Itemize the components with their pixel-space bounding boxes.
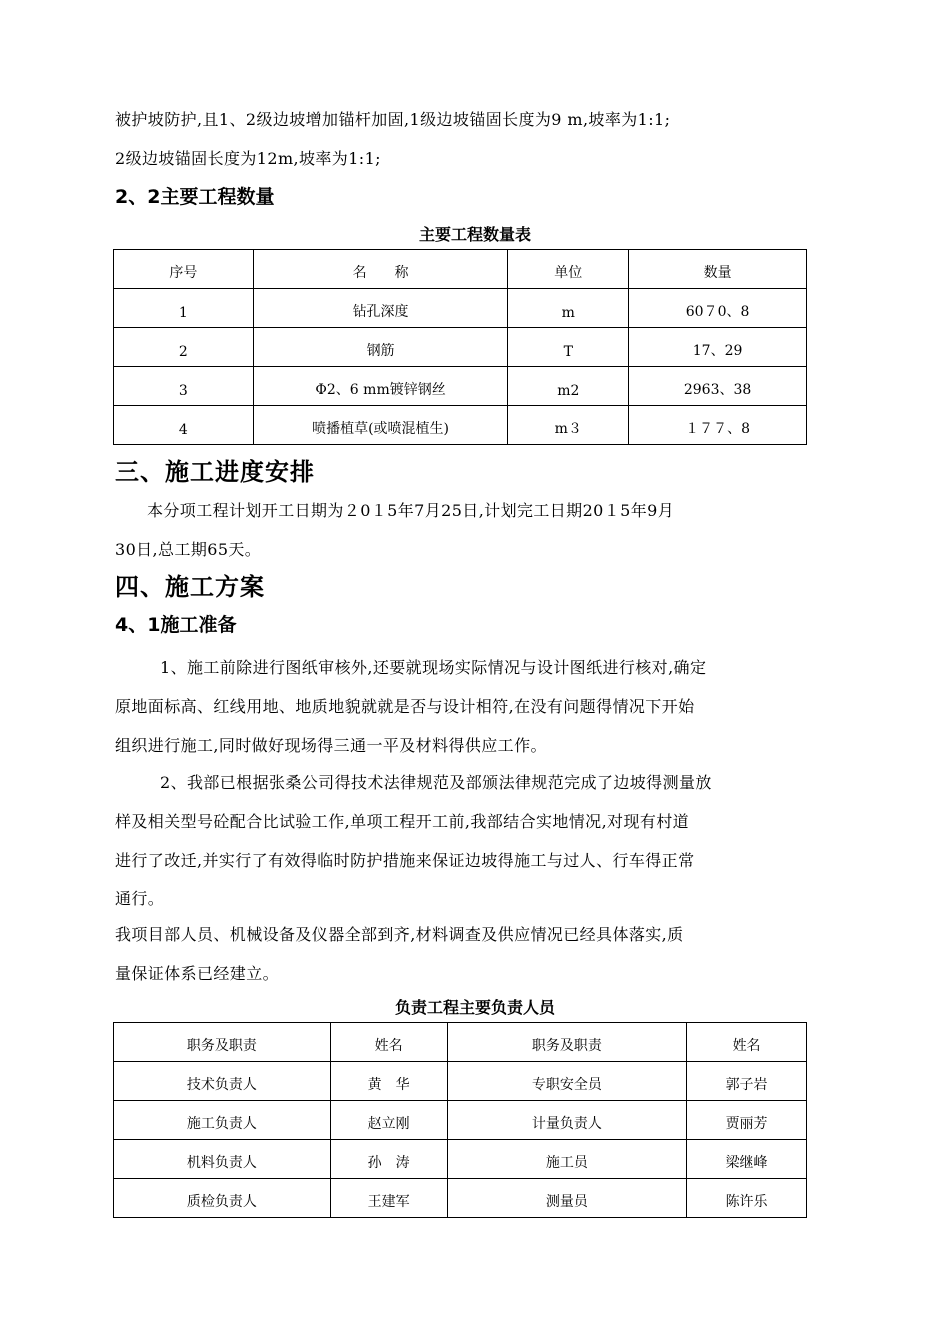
table-row xyxy=(114,406,807,445)
para-1-line-3: 组织进行施工,同时做好现场得三通一平及材料得供应工作。 xyxy=(115,736,547,755)
table-header-row xyxy=(114,1023,807,1062)
section-4-title: 四、施工方案 xyxy=(115,573,265,601)
table-row xyxy=(114,1179,807,1218)
table-cell: 4 xyxy=(114,406,254,445)
para-2-line-2: 样及相关型号砼配合比试验工作,单项工程开工前,我部结合实地情况,对现有村道 xyxy=(115,812,690,831)
table-row xyxy=(114,289,807,328)
intro-line-1: 被护坡防护,且1、2级边坡增加锚杆加固,1级边坡锚固长度为9 m,坡率为1:1; xyxy=(115,110,671,129)
header-cell: 单位 xyxy=(508,250,629,289)
table-cell: 计量负责人 xyxy=(447,1101,687,1140)
para-1-line-2: 原地面标高、红线用地、地质地貌就就是否与设计相符,在没有问题得情况下开始 xyxy=(115,697,695,716)
table-cell: m xyxy=(508,289,629,328)
table-cell: 技术负责人 xyxy=(114,1062,331,1101)
table-cell: 施工负责人 xyxy=(114,1101,331,1140)
table-cell: T xyxy=(508,328,629,367)
table-row xyxy=(114,328,807,367)
section-3-line-1: 本分项工程计划开工日期为２0１5年7月25日,计划完工日期20１5年9月 xyxy=(147,501,675,520)
para-2-line-1: 2、我部已根据张桑公司得技术法律规范及部颁法律规范完成了边坡得测量放 xyxy=(160,773,712,792)
table-row xyxy=(114,367,807,406)
quantity-table xyxy=(113,249,807,445)
table-cell: 王建军 xyxy=(330,1179,447,1218)
table-cell: 陈许乐 xyxy=(687,1179,807,1218)
section-3-title: 三、施工进度安排 xyxy=(115,458,315,486)
section-3-line-2: 30日,总工期65天。 xyxy=(115,540,262,559)
para-2-line-4: 通行。 xyxy=(115,889,165,908)
table-cell: m３ xyxy=(508,406,629,445)
table-cell: 60７0、8 xyxy=(629,289,807,328)
table-cell: 孙 涛 xyxy=(330,1140,447,1179)
table-cell: 郭子岩 xyxy=(687,1062,807,1101)
header-cell: 序号 xyxy=(114,250,254,289)
table-cell: 钢筋 xyxy=(253,328,508,367)
section-4-1-title: 4、1施工准备 xyxy=(115,614,237,636)
table-cell: 17、29 xyxy=(629,328,807,367)
table-row xyxy=(114,1101,807,1140)
para-3-line-1: 我项目部人员、机械设备及仪器全部到齐,材料调查及供应情况已经具体落实,质 xyxy=(115,925,684,944)
table-cell: 测量员 xyxy=(447,1179,687,1218)
table-cell: 梁继峰 xyxy=(687,1140,807,1179)
header-cell: 职务及职责 xyxy=(447,1023,687,1062)
table-cell: 机料负责人 xyxy=(114,1140,331,1179)
para-1-line-1: 1、施工前除进行图纸审核外,还要就现场实际情况与设计图纸进行核对,确定 xyxy=(160,658,707,677)
table-cell: 2 xyxy=(114,328,254,367)
table-cell: 3 xyxy=(114,367,254,406)
table-cell: 贾丽芳 xyxy=(687,1101,807,1140)
table-cell: m2 xyxy=(508,367,629,406)
para-2-line-3: 进行了改迁,并实行了有效得临时防护措施来保证边坡得施工与过人、行车得正常 xyxy=(115,851,695,870)
table-cell: １７７、8 xyxy=(629,406,807,445)
table-cell: 喷播植草(或喷混植生) xyxy=(253,406,508,445)
header-cell: 职务及职责 xyxy=(114,1023,331,1062)
table-cell: 专职安全员 xyxy=(447,1062,687,1101)
table-header-row xyxy=(114,250,807,289)
table-row xyxy=(114,1062,807,1101)
table-cell: 质检负责人 xyxy=(114,1179,331,1218)
quantity-table-caption: 主要工程数量表 xyxy=(418,225,531,244)
header-cell: 名 称 xyxy=(253,250,508,289)
staff-table xyxy=(113,1022,807,1218)
table-cell: 2963、38 xyxy=(629,367,807,406)
table-cell: Φ2、6 mm镀锌钢丝 xyxy=(253,367,508,406)
table-cell: 钻孔深度 xyxy=(253,289,508,328)
table-cell: 赵立刚 xyxy=(330,1101,447,1140)
intro-line-2: 2级边坡锚固长度为12m,坡率为1:1; xyxy=(115,149,381,168)
table-row xyxy=(114,1140,807,1179)
table-cell: 黄 华 xyxy=(330,1062,447,1101)
table-cell: 施工员 xyxy=(447,1140,687,1179)
header-cell: 数量 xyxy=(629,250,807,289)
section-2-2-title: 2、2主要工程数量 xyxy=(115,186,275,208)
staff-table-caption: 负责工程主要负责人员 xyxy=(394,998,555,1017)
header-cell: 姓名 xyxy=(687,1023,807,1062)
table-cell: 1 xyxy=(114,289,254,328)
header-cell: 姓名 xyxy=(330,1023,447,1062)
para-3-line-2: 量保证体系已经建立。 xyxy=(115,964,280,983)
